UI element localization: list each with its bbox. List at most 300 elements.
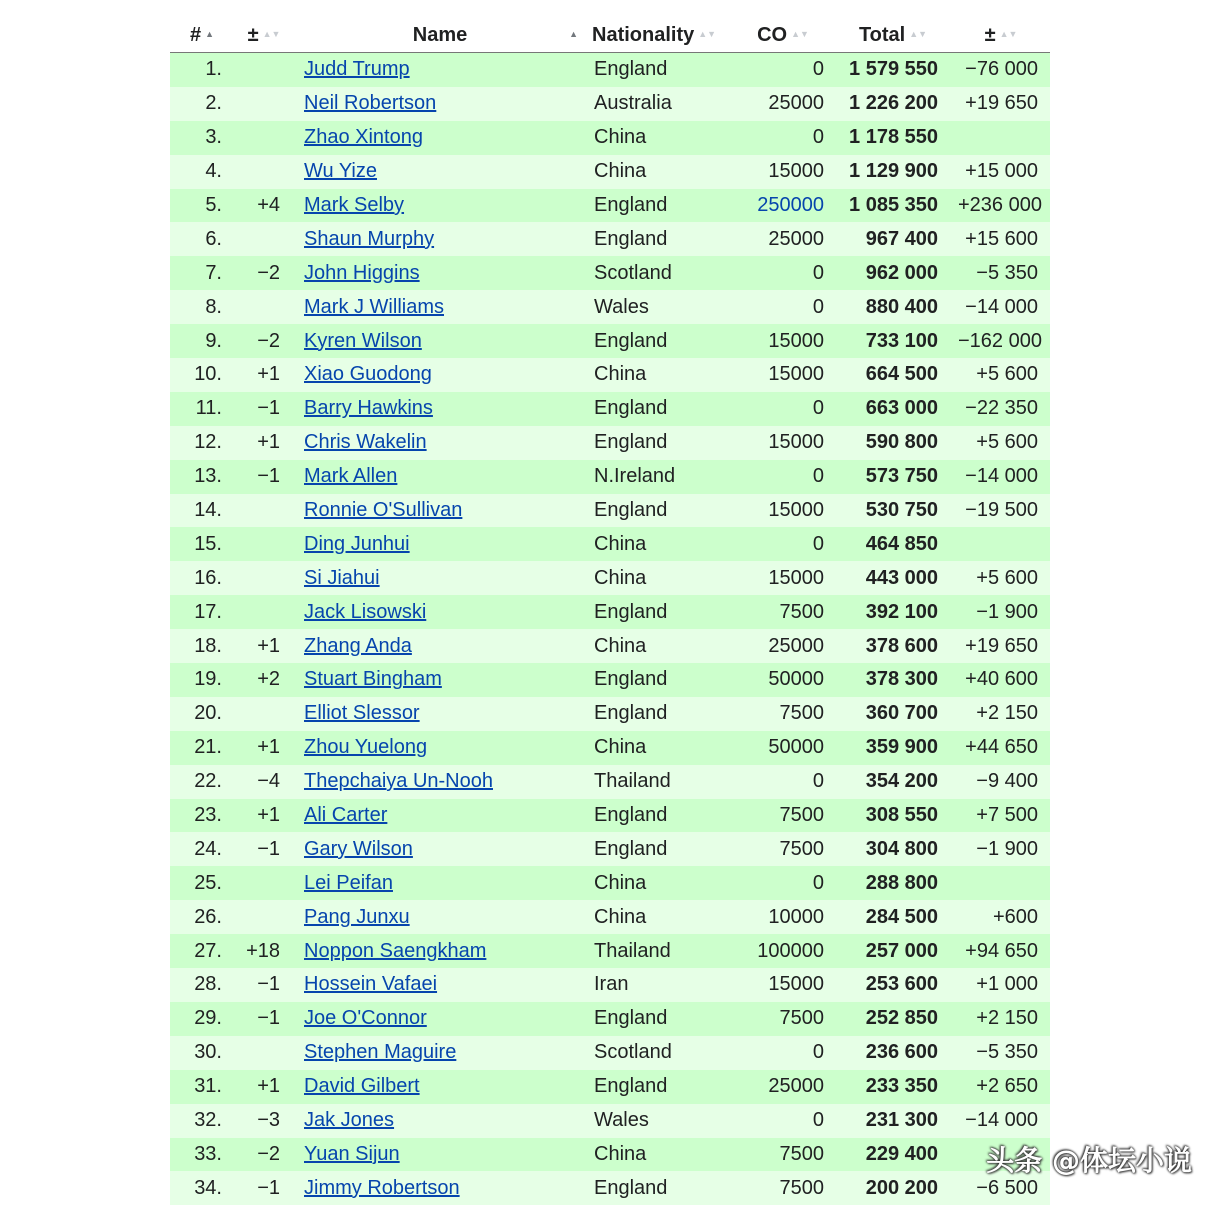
change-cell [234, 527, 294, 561]
co-cell: 15000 [732, 324, 834, 358]
player-link[interactable]: Zhang Anda [304, 634, 412, 657]
total-cell: 231 300 [834, 1104, 952, 1138]
player-link[interactable]: Chris Wakelin [304, 431, 427, 454]
nationality-cell: England [586, 1171, 732, 1205]
column-header-total[interactable] [834, 18, 952, 53]
co-cell: 0 [732, 256, 834, 290]
change-cell: +18 [234, 934, 294, 968]
table-row [170, 561, 1050, 595]
total-cell: 573 750 [834, 460, 952, 494]
total-cell: 1 226 200 [834, 87, 952, 121]
co-cell: 0 [732, 1036, 834, 1070]
change-cell [234, 155, 294, 189]
rank-cell: 7. [170, 256, 234, 290]
column-header-label: Name [412, 23, 468, 46]
column-header-rank[interactable] [170, 18, 234, 53]
table-body [170, 53, 1050, 1206]
name-cell [294, 900, 586, 934]
table-row [170, 866, 1050, 900]
change-cell: +1 [234, 1070, 294, 1104]
total-cell: 663 000 [834, 392, 952, 426]
diff-cell: +600 [952, 900, 1050, 934]
name-cell [294, 561, 586, 595]
total-cell: 200 200 [834, 1171, 952, 1205]
rank-cell: 12. [170, 426, 234, 460]
rank-cell: 17. [170, 595, 234, 629]
nationality-cell: China [586, 121, 732, 155]
diff-cell: −6 500 [952, 1171, 1050, 1205]
diff-cell: −14 000 [952, 460, 1050, 494]
total-cell: 378 600 [834, 629, 952, 663]
table-row [170, 1070, 1050, 1104]
name-cell [294, 290, 586, 324]
sort-icon[interactable]: ▲▼ [262, 28, 281, 39]
name-cell [294, 765, 586, 799]
co-cell: 0 [732, 866, 834, 900]
player-link[interactable]: Ali Carter [304, 804, 388, 827]
diff-cell: +15 600 [952, 222, 1050, 256]
total-cell: 733 100 [834, 324, 952, 358]
nationality-cell: Scotland [586, 256, 732, 290]
total-cell: 359 900 [834, 731, 952, 765]
player-link[interactable]: Elliot Slessor [304, 702, 420, 725]
name-cell [294, 1070, 586, 1104]
co-cell: 0 [732, 765, 834, 799]
nationality-cell: England [586, 494, 732, 528]
nationality-cell: England [586, 595, 732, 629]
nationality-cell: England [586, 697, 732, 731]
table-row [170, 1138, 1050, 1172]
player-link[interactable]: Mark Selby [304, 194, 405, 216]
column-header-name[interactable] [294, 18, 586, 53]
change-cell: −1 [234, 968, 294, 1002]
player-link[interactable]: Shaun Murphy [304, 227, 435, 250]
diff-cell: −5 350 [952, 256, 1050, 290]
change-cell: −1 [234, 832, 294, 866]
co-cell: 100000 [732, 934, 834, 968]
change-cell [234, 866, 294, 900]
sort-icon[interactable]: ▲▼ [698, 28, 717, 39]
co-cell: 15000 [732, 426, 834, 460]
co-cell: 0 [732, 460, 834, 494]
co-cell: 7500 [732, 832, 834, 866]
change-cell: +1 [234, 799, 294, 833]
table-row [170, 324, 1050, 358]
nationality-cell: England [586, 426, 732, 460]
column-header-label: CO [757, 23, 788, 46]
total-cell: 288 800 [834, 866, 952, 900]
diff-cell: −162 000 [952, 324, 1050, 358]
diff-cell: +2 150 [952, 1002, 1050, 1036]
nationality-cell: China [586, 358, 732, 392]
co-cell: 0 [732, 392, 834, 426]
change-cell: −2 [234, 324, 294, 358]
table-row [170, 799, 1050, 833]
column-header-label: ± [984, 23, 996, 46]
table-row [170, 53, 1050, 87]
name-cell [294, 426, 586, 460]
change-cell [234, 121, 294, 155]
co-cell: 7500 [732, 595, 834, 629]
diff-cell: −22 350 [952, 392, 1050, 426]
nationality-cell: Wales [586, 1104, 732, 1138]
table-row [170, 1002, 1050, 1036]
nationality-cell: England [586, 53, 732, 87]
name-cell [294, 324, 586, 358]
player-link[interactable]: Lei Peifan [304, 871, 393, 894]
nationality-cell: England [586, 1070, 732, 1104]
co-cell: 7500 [732, 1002, 834, 1036]
player-link[interactable]: Stephen Maguire [304, 1041, 457, 1064]
rank-cell: 27. [170, 934, 234, 968]
change-cell: +1 [234, 629, 294, 663]
player-link[interactable]: Ronnie O'Sullivan [304, 499, 463, 522]
co-cell: 25000 [732, 87, 834, 121]
total-cell: 233 350 [834, 1070, 952, 1104]
nationality-cell: Scotland [586, 1036, 732, 1070]
rank-cell: 5. [170, 189, 234, 223]
co-cell [732, 189, 834, 223]
name-cell [294, 358, 586, 392]
rank-cell: 4. [170, 155, 234, 189]
nationality-cell: England [586, 1002, 732, 1036]
player-link[interactable]: Zhao Xintong [304, 126, 423, 149]
name-cell [294, 595, 586, 629]
nationality-cell: China [586, 629, 732, 663]
total-cell: 1 579 550 [834, 53, 952, 87]
name-cell [294, 832, 586, 866]
total-cell: 1 178 550 [834, 121, 952, 155]
rank-cell: 1. [170, 53, 234, 87]
name-cell [294, 460, 586, 494]
total-cell: 257 000 [834, 934, 952, 968]
column-header-label: # [189, 23, 202, 46]
rank-cell: 30. [170, 1036, 234, 1070]
player-link[interactable]: Noppon Saengkham [304, 939, 487, 962]
name-cell [294, 1036, 586, 1070]
player-link[interactable]: Stuart Bingham [304, 668, 442, 691]
diff-cell: +7 500 [952, 799, 1050, 833]
diff-cell: +5 600 [952, 358, 1050, 392]
name-cell [294, 866, 586, 900]
total-cell: 354 200 [834, 765, 952, 799]
player-link[interactable]: Barry Hawkins [304, 397, 433, 420]
diff-cell [952, 121, 1050, 155]
rank-cell: 11. [170, 392, 234, 426]
diff-cell: +2 650 [952, 1070, 1050, 1104]
rank-cell: 14. [170, 494, 234, 528]
total-cell: 464 850 [834, 527, 952, 561]
change-cell [234, 53, 294, 87]
sort-ascending-icon[interactable]: ▲ [569, 29, 578, 39]
co-cell: 7500 [732, 1171, 834, 1205]
sort-icon[interactable]: ▲▼ [791, 28, 809, 39]
player-link[interactable]: Yuan Sijun [304, 1142, 400, 1165]
co-cell: 15000 [732, 155, 834, 189]
diff-cell: −9 400 [952, 765, 1050, 799]
diff-cell: +40 600 [952, 663, 1050, 697]
table-row [170, 1036, 1050, 1070]
name-cell [294, 731, 586, 765]
name-cell [294, 799, 586, 833]
rank-cell: 18. [170, 629, 234, 663]
name-cell [294, 121, 586, 155]
table-row [170, 765, 1050, 799]
change-cell [234, 561, 294, 595]
name-cell [294, 392, 586, 426]
co-cell: 0 [732, 290, 834, 324]
table-row [170, 121, 1050, 155]
rank-cell: 3. [170, 121, 234, 155]
change-cell [234, 697, 294, 731]
total-cell: 967 400 [834, 222, 952, 256]
co-cell: 7500 [732, 799, 834, 833]
table-row [170, 663, 1050, 697]
column-header-diff[interactable] [952, 18, 1050, 53]
name-cell [294, 155, 586, 189]
player-link[interactable]: John Higgins [304, 261, 420, 284]
rank-cell: 13. [170, 460, 234, 494]
table-row [170, 155, 1050, 189]
rank-cell: 15. [170, 527, 234, 561]
rank-cell: 24. [170, 832, 234, 866]
rank-cell: 22. [170, 765, 234, 799]
name-cell [294, 934, 586, 968]
rank-cell: 2. [170, 87, 234, 121]
change-cell [234, 900, 294, 934]
total-cell: 590 800 [834, 426, 952, 460]
name-cell [294, 494, 586, 528]
total-cell: 392 100 [834, 595, 952, 629]
rank-cell: 19. [170, 663, 234, 697]
name-cell [294, 697, 586, 731]
nationality-cell: China [586, 1138, 732, 1172]
nationality-cell: China [586, 900, 732, 934]
column-header-label: ± [247, 23, 259, 46]
total-cell: 253 600 [834, 968, 952, 1002]
change-cell: −1 [234, 1002, 294, 1036]
rank-cell: 16. [170, 561, 234, 595]
diff-cell: +15 000 [952, 155, 1050, 189]
diff-cell: +2 150 [952, 697, 1050, 731]
diff-cell: −14 000 [952, 1104, 1050, 1138]
nationality-cell: N.Ireland [586, 460, 732, 494]
co-cell: 0 [732, 527, 834, 561]
change-cell [234, 1036, 294, 1070]
nationality-cell: China [586, 731, 732, 765]
table-row [170, 968, 1050, 1002]
column-header-change[interactable] [234, 18, 294, 53]
player-link[interactable]: Gary Wilson [304, 837, 413, 860]
table-row [170, 494, 1050, 528]
player-link[interactable]: Hossein Vafaei [304, 973, 438, 996]
name-cell [294, 1171, 586, 1205]
diff-cell: −1 900 [952, 595, 1050, 629]
co-cell: 50000 [732, 731, 834, 765]
table-row [170, 527, 1050, 561]
nationality-cell: England [586, 799, 732, 833]
change-cell: −1 [234, 460, 294, 494]
co-cell: 15000 [732, 561, 834, 595]
sort-ascending-icon[interactable]: ▲ [205, 28, 215, 39]
co-cell: 0 [732, 53, 834, 87]
total-cell: 284 500 [834, 900, 952, 934]
nationality-cell: England [586, 392, 732, 426]
total-cell: 962 000 [834, 256, 952, 290]
nationality-cell: Thailand [586, 934, 732, 968]
sort-icon[interactable]: ▲▼ [909, 28, 928, 39]
nationality-cell: Australia [586, 87, 732, 121]
table-row [170, 1171, 1050, 1205]
player-link[interactable]: Xiao Guodong [304, 363, 432, 386]
column-header-nationality[interactable] [586, 18, 732, 53]
name-cell [294, 527, 586, 561]
change-cell: +1 [234, 731, 294, 765]
player-link[interactable]: Mark Allen [304, 465, 398, 488]
sort-icon[interactable]: ▲▼ [999, 28, 1018, 39]
diff-cell: +19 650 [952, 629, 1050, 663]
column-header-co[interactable] [732, 18, 834, 53]
rank-cell: 8. [170, 290, 234, 324]
co-cell: 10000 [732, 900, 834, 934]
table-row [170, 87, 1050, 121]
diff-cell: −5 350 [952, 1036, 1050, 1070]
total-cell: 252 850 [834, 1002, 952, 1036]
table-row [170, 460, 1050, 494]
diff-cell [952, 527, 1050, 561]
rank-cell: 10. [170, 358, 234, 392]
column-header-label: Total [858, 23, 906, 46]
player-link[interactable]: Zhou Yuelong [304, 736, 428, 759]
table-row [170, 1104, 1050, 1138]
total-cell: 1 129 900 [834, 155, 952, 189]
player-link[interactable]: Jak Jones [304, 1109, 395, 1132]
rank-cell: 28. [170, 968, 234, 1002]
total-cell: 236 600 [834, 1036, 952, 1070]
table-row [170, 290, 1050, 324]
rank-cell: 25. [170, 866, 234, 900]
diff-cell: +1 000 [952, 968, 1050, 1002]
name-cell [294, 87, 586, 121]
diff-cell: +19 650 [952, 87, 1050, 121]
change-cell [234, 222, 294, 256]
co-cell: 25000 [732, 222, 834, 256]
nationality-cell: England [586, 222, 732, 256]
player-link[interactable]: Joe O'Connor [304, 1007, 427, 1030]
rank-cell: 6. [170, 222, 234, 256]
co-cell: 50000 [732, 663, 834, 697]
diff-cell: +44 650 [952, 731, 1050, 765]
change-cell [234, 595, 294, 629]
co-cell: 7500 [732, 1138, 834, 1172]
name-cell [294, 53, 586, 87]
name-cell [294, 1104, 586, 1138]
co-cell: 0 [732, 1104, 834, 1138]
player-link[interactable]: Si Jiahui [304, 566, 380, 589]
co-cell: 25000 [732, 1070, 834, 1104]
rank-cell: 21. [170, 731, 234, 765]
player-link[interactable]: Wu Yize [304, 160, 377, 183]
player-link[interactable]: Mark J Williams [304, 295, 444, 318]
change-cell: −2 [234, 1138, 294, 1172]
player-link[interactable]: Jack Lisowski [304, 600, 427, 623]
table-row [170, 934, 1050, 968]
co-cell: 15000 [732, 358, 834, 392]
table-row [170, 731, 1050, 765]
change-cell [234, 290, 294, 324]
diff-cell: −1 900 [952, 832, 1050, 866]
rank-cell: 20. [170, 697, 234, 731]
change-cell: −2 [234, 256, 294, 290]
table-row [170, 358, 1050, 392]
change-cell: +4 [234, 189, 294, 223]
nationality-cell: Iran [586, 968, 732, 1002]
co-cell: 15000 [732, 968, 834, 1002]
total-cell: 880 400 [834, 290, 952, 324]
co-cell: 0 [732, 121, 834, 155]
watermark: 头条 @体坛小说 [986, 1144, 1192, 1177]
nationality-cell: Thailand [586, 765, 732, 799]
rank-cell: 32. [170, 1104, 234, 1138]
co-link[interactable]: 250000 [757, 194, 824, 216]
change-cell: −1 [234, 392, 294, 426]
change-cell: −4 [234, 765, 294, 799]
player-link[interactable]: Neil Robertson [304, 92, 437, 115]
name-cell [294, 1002, 586, 1036]
player-link[interactable]: Thepchaiya Un-Nooh [304, 770, 493, 793]
nationality-cell: England [586, 832, 732, 866]
table-row [170, 189, 1050, 223]
player-link[interactable]: Pang Junxu [304, 905, 410, 928]
diff-cell [952, 866, 1050, 900]
total-cell: 443 000 [834, 561, 952, 595]
name-cell [294, 629, 586, 663]
change-cell: −1 [234, 1171, 294, 1205]
name-cell [294, 222, 586, 256]
player-link[interactable]: Ding Junhui [304, 532, 410, 555]
name-cell [294, 189, 586, 223]
total-cell: 308 550 [834, 799, 952, 833]
nationality-cell: Wales [586, 290, 732, 324]
rank-cell: 31. [170, 1070, 234, 1104]
diff-cell: −76 000 [952, 53, 1050, 87]
change-cell: +1 [234, 358, 294, 392]
table-row [170, 256, 1050, 290]
total-cell: 530 750 [834, 494, 952, 528]
table-row [170, 392, 1050, 426]
table-row [170, 426, 1050, 460]
co-cell: 15000 [732, 494, 834, 528]
total-cell: 360 700 [834, 697, 952, 731]
player-link[interactable]: Kyren Wilson [304, 329, 422, 352]
total-cell: 378 300 [834, 663, 952, 697]
rank-cell: 29. [170, 1002, 234, 1036]
total-cell: 664 500 [834, 358, 952, 392]
name-cell [294, 1138, 586, 1172]
co-cell: 25000 [732, 629, 834, 663]
nationality-cell: England [586, 324, 732, 358]
player-link[interactable]: Judd Trump [304, 58, 410, 81]
change-cell: +2 [234, 663, 294, 697]
total-cell: 304 800 [834, 832, 952, 866]
total-cell: 1 085 350 [834, 189, 952, 223]
change-cell: −3 [234, 1104, 294, 1138]
rank-cell: 26. [170, 900, 234, 934]
change-cell: +1 [234, 426, 294, 460]
player-link[interactable]: David Gilbert [304, 1075, 420, 1098]
player-link[interactable]: Jimmy Robertson [304, 1176, 460, 1199]
nationality-cell: China [586, 155, 732, 189]
